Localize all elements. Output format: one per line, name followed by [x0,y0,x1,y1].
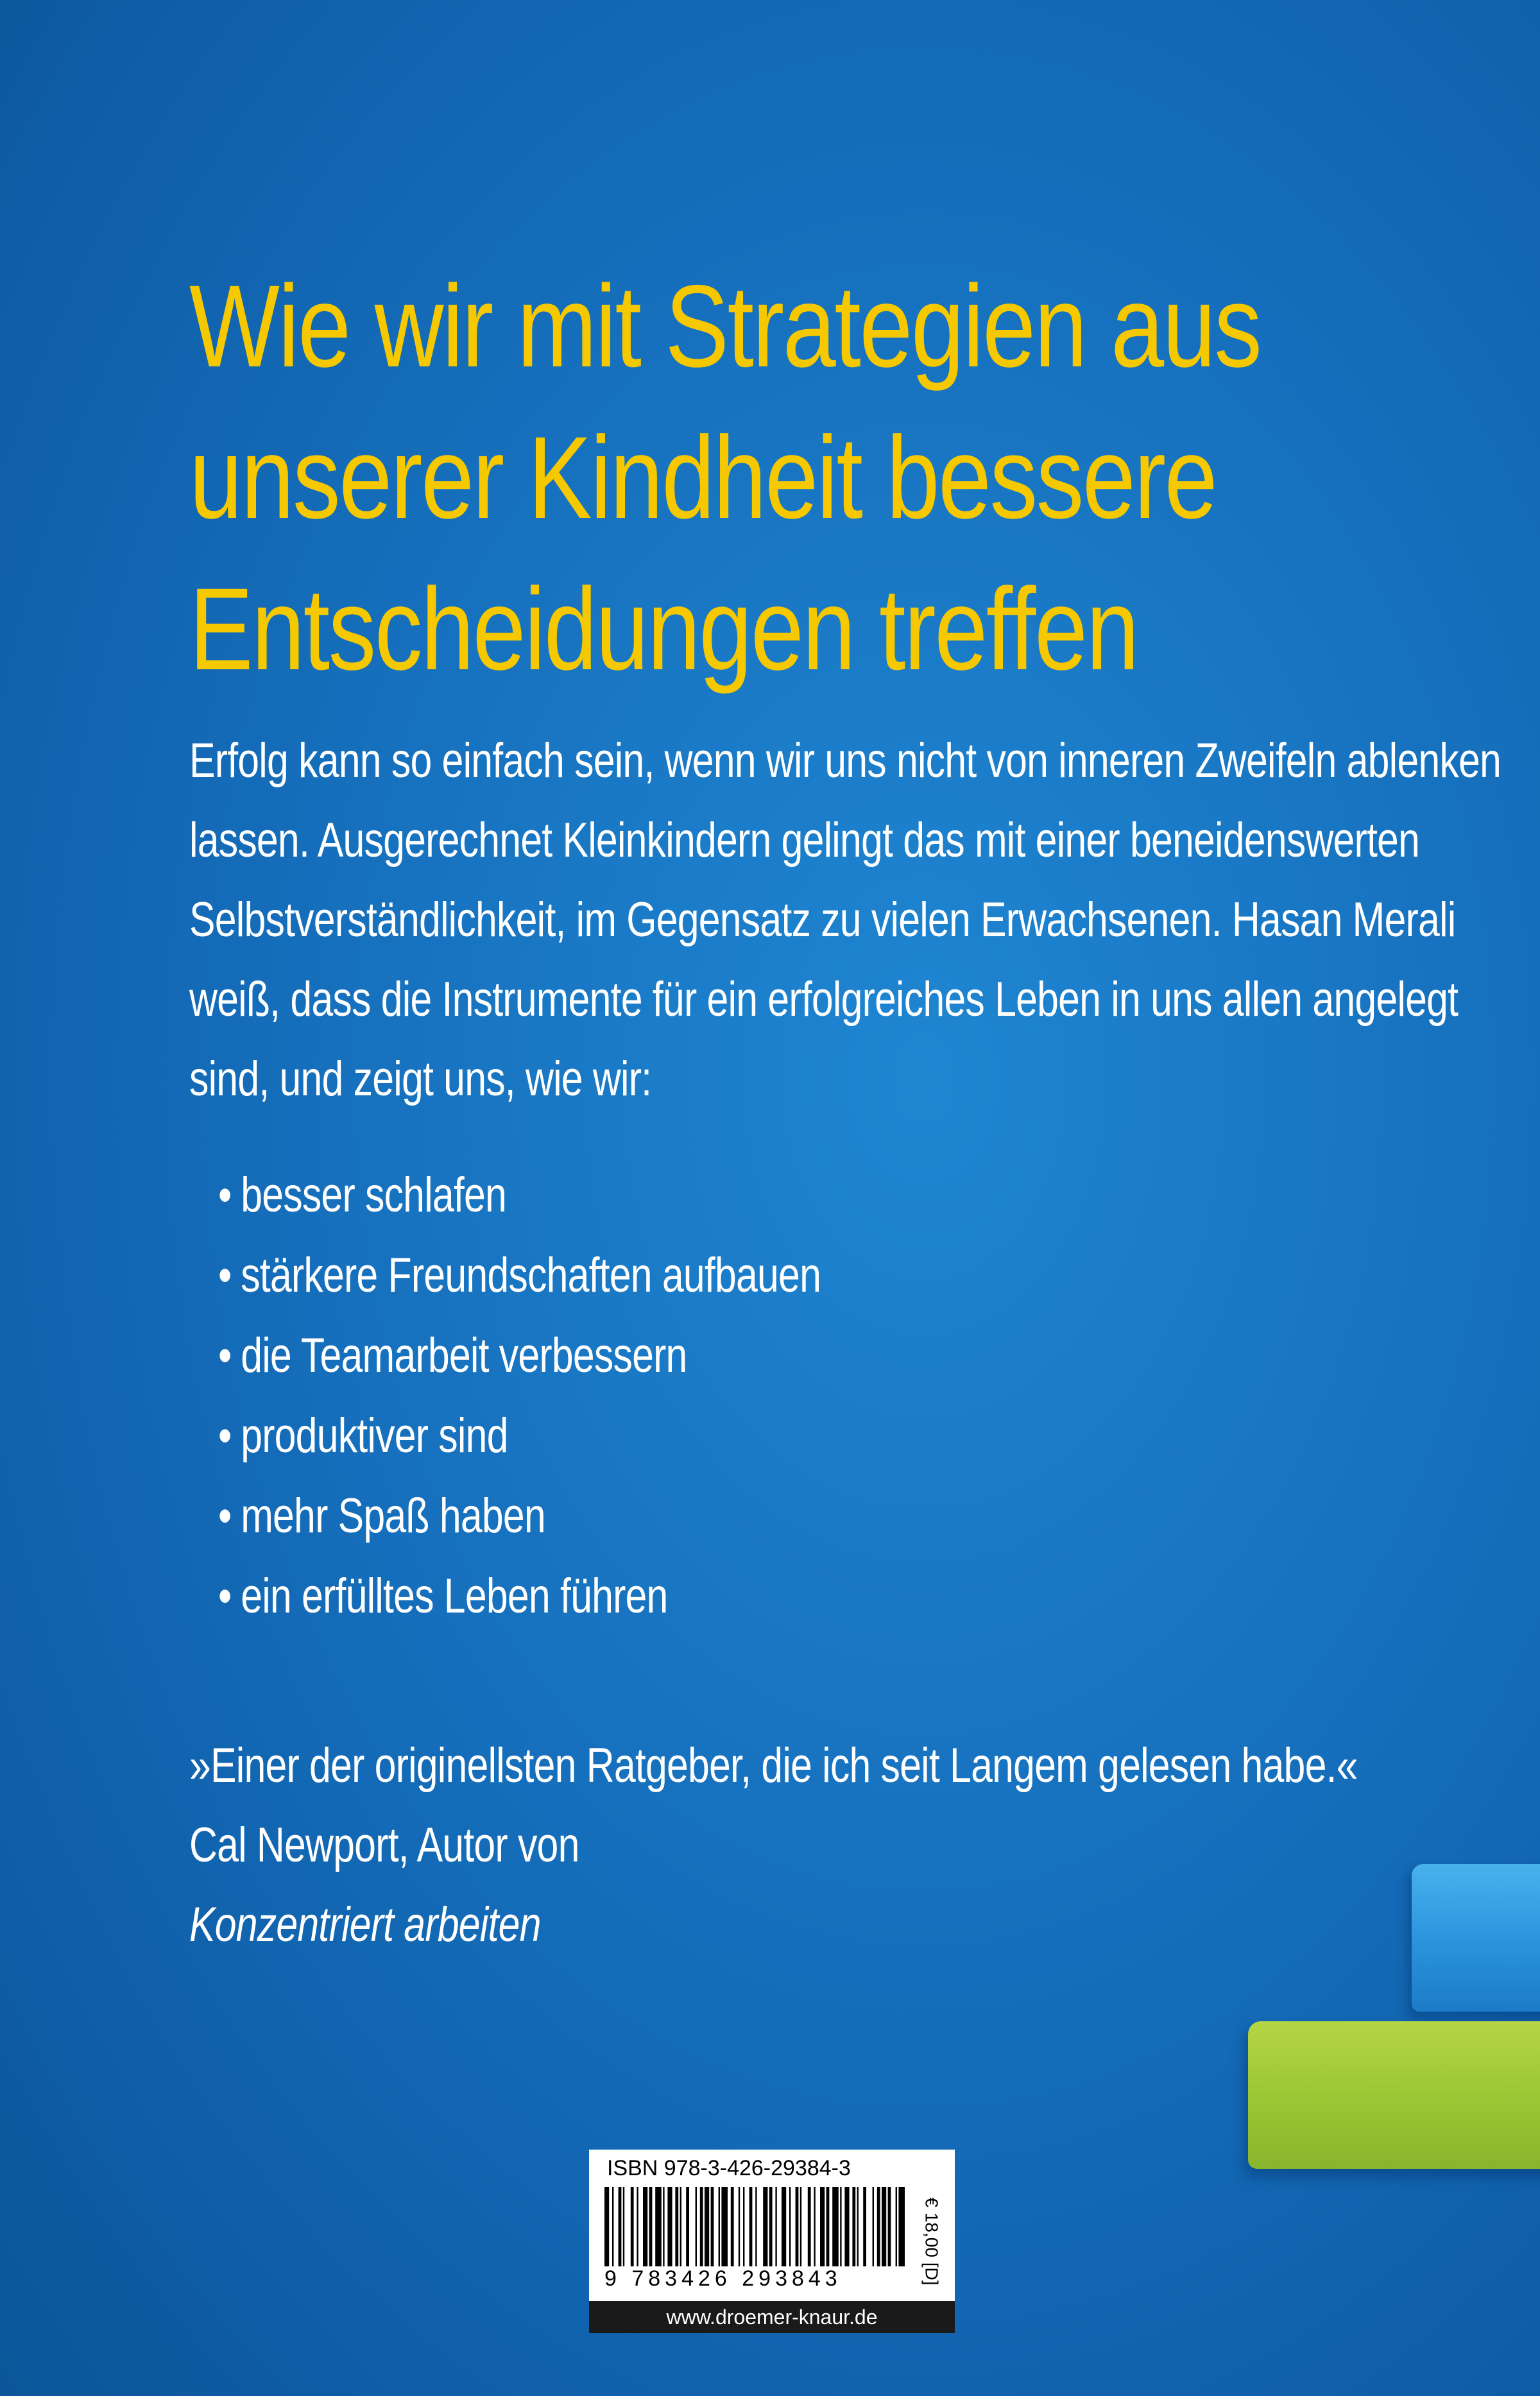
quote-attribution [189,1806,1165,1965]
bullet-icon: • [218,1489,232,1543]
list-item-label: mehr Spaß haben [241,1489,545,1543]
quote-text: »Einer der originellsten Ratgeber, die ich seit Langem gelesen habe.« [189,1738,1358,1793]
headline [189,250,1261,705]
list-item-label: die Teamarbeit verbessern [241,1328,687,1383]
list-item [218,1476,821,1556]
blurb-line: Erfolg kann so einfach sein, wenn wir uns nicht von inneren Zweifeln ablenken [189,733,1501,788]
blurb-line: weiß, dass die Instrumente für ein erfolgreiches Leben in uns allen angelegt [189,972,1459,1027]
list-item [218,1235,821,1315]
headline-line-3: Entscheidungen treffen [189,563,1138,694]
list-item [218,1396,821,1476]
list-item [218,1155,821,1235]
endorsement-quote [189,1726,1358,1965]
bullet-icon: • [218,1168,232,1222]
price-text: € 18,00 [D] [921,2197,942,2286]
list-item-label: ein erfülltes Leben führen [241,1569,668,1623]
list-item [218,1556,821,1636]
attribution-author: Cal Newport, Autor von [189,1818,579,1872]
barcode-digits: 9 783426 293843 [604,2266,842,2291]
attribution-book-title: Konzentriert arbeiten [189,1897,541,1952]
list-item-label: stärkere Freundschaften aufbauen [241,1248,821,1303]
bullet-icon: • [218,1408,232,1463]
barcode-icon [604,2187,911,2266]
bullet-icon: • [218,1328,232,1383]
benefit-list [218,1155,821,1636]
price-tag [916,2187,946,2296]
barcode-label [589,2150,955,2301]
isbn-text: ISBN 978-3-426-29384-3 [607,2156,851,2180]
publisher-url[interactable]: www.droemer-knaur.de [589,2301,955,2333]
blurb-line: Selbstverständlichkeit, im Gegensatz zu vielen Erwachsenen. Hasan Merali [189,893,1456,947]
list-item [218,1315,821,1396]
blurb-line: sind, und zeigt uns, wie wir: [189,1052,652,1106]
blurb-paragraph [189,721,1501,1119]
list-item-label: produktiver sind [241,1408,508,1463]
headline-line-2: unserer Kindheit bessere [189,412,1217,543]
blue-toy-block-image [1412,1864,1540,2012]
headline-line-1: Wie wir mit Strategien aus [189,261,1261,391]
green-toy-block-image [1248,2021,1540,2169]
list-item-label: besser schlafen [241,1168,507,1222]
blurb-line: lassen. Ausgerechnet Kleinkindern gelingt das mit einer beneidenswerten [189,813,1420,868]
bullet-icon: • [218,1248,232,1303]
bullet-icon: • [218,1569,232,1623]
